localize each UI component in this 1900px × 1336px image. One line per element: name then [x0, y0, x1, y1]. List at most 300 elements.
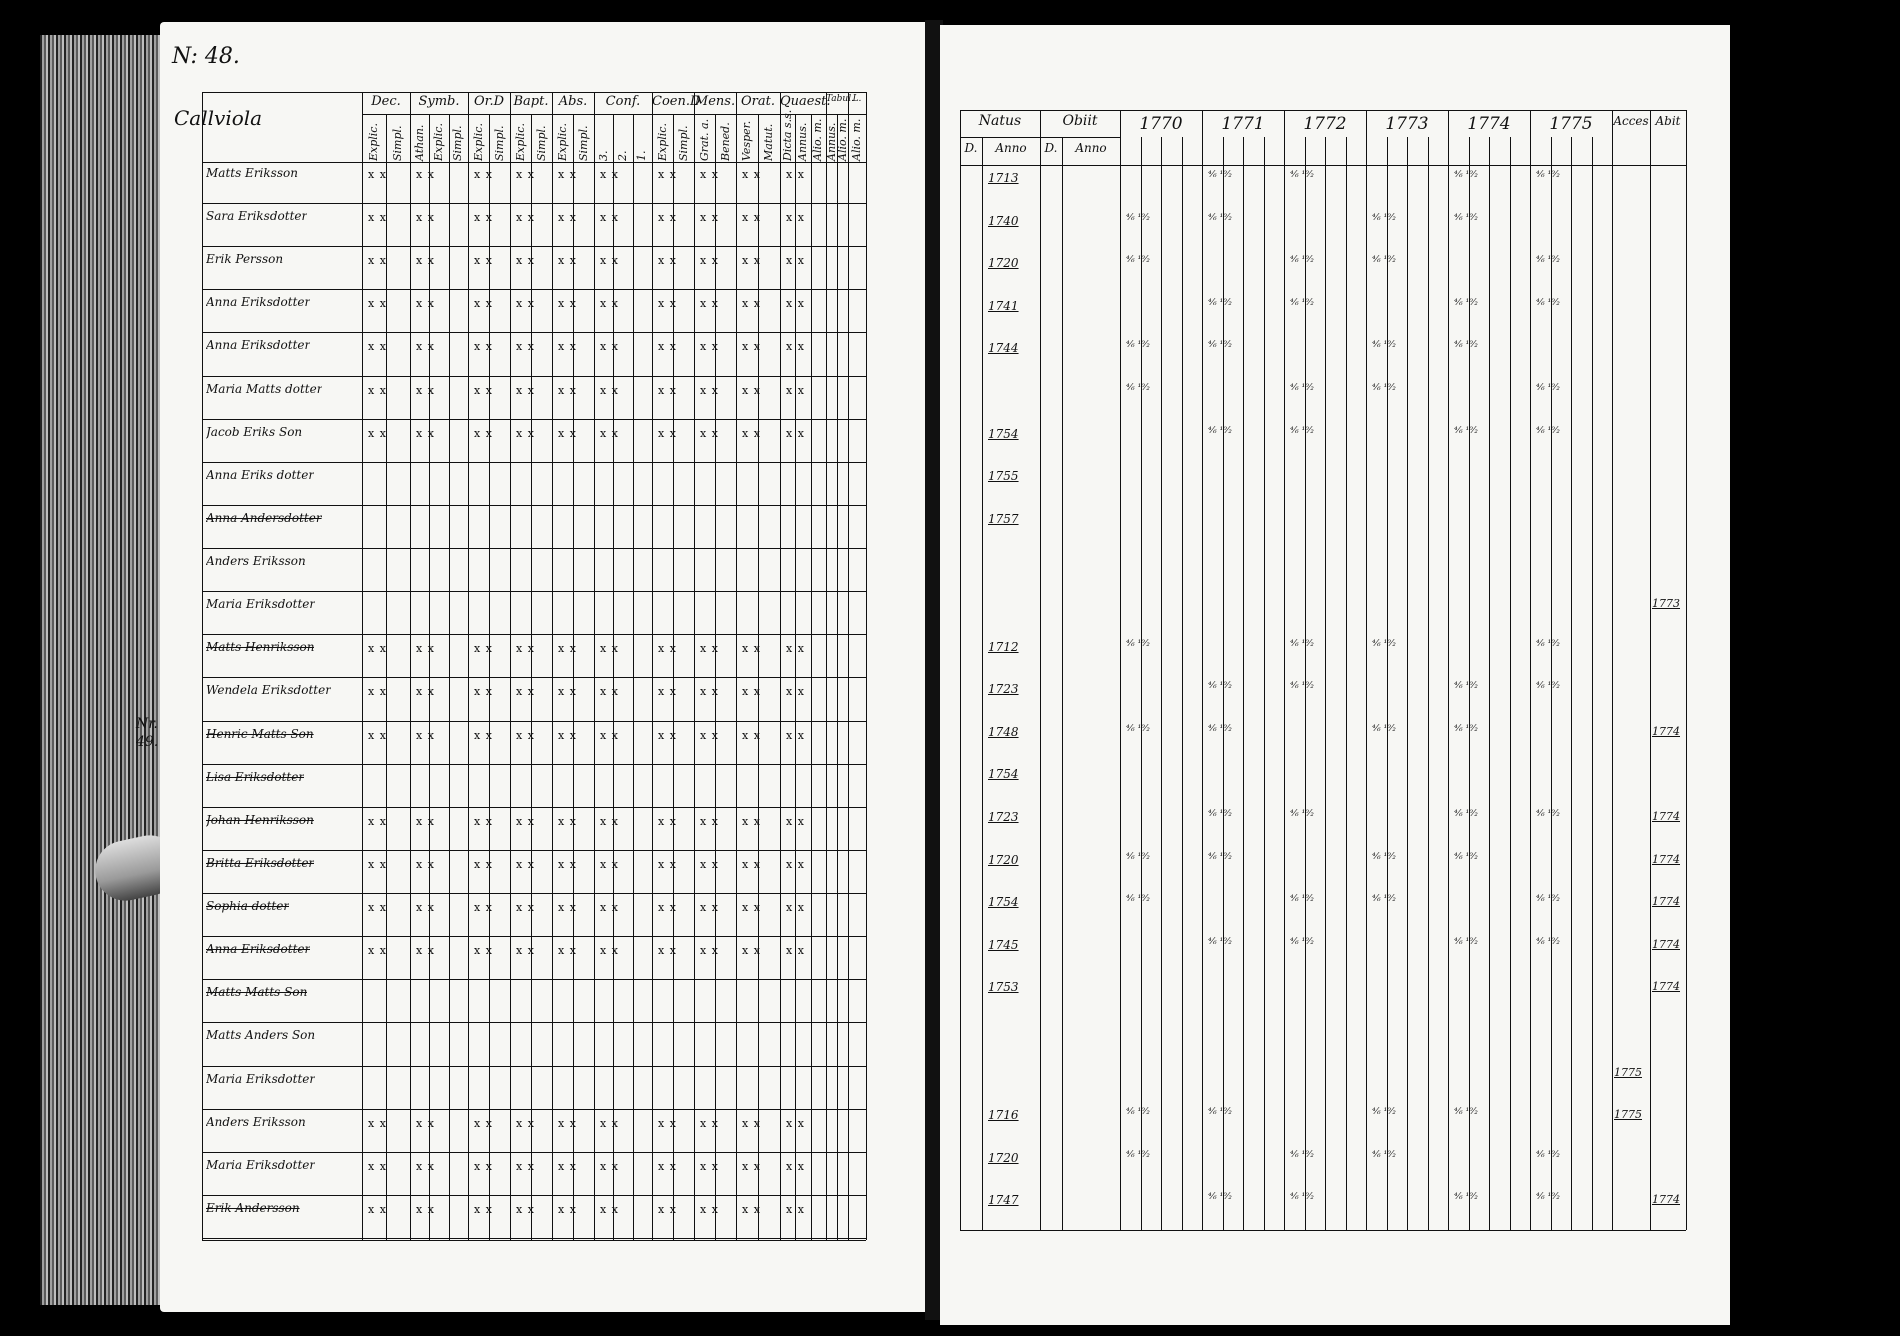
attendance-mark: ⁴⁄₆ ¹⁰⁄₂: [1208, 681, 1232, 692]
exam-mark: x x: [416, 901, 435, 915]
exam-mark: x x: [658, 426, 677, 440]
person-name: Anna Eriksdotter: [206, 338, 311, 353]
column-subheader: Athan.: [412, 124, 426, 161]
exam-mark: x x: [786, 297, 805, 311]
attendance-mark: ⁴⁄₆ ¹⁰⁄₂: [1208, 851, 1232, 862]
exam-mark: x x: [742, 944, 761, 958]
attendance-mark: ⁴⁄₆ ¹⁰⁄₂: [1454, 212, 1478, 223]
exam-mark: x x: [742, 211, 761, 225]
subcolumn-line: [1141, 137, 1142, 1230]
abit-year: 1774: [1652, 852, 1680, 866]
column-header: Dec.: [371, 94, 401, 109]
grid-column-line: [1650, 110, 1651, 1230]
exam-mark: x x: [558, 340, 577, 354]
exam-mark: x x: [742, 254, 761, 268]
exam-mark: x x: [368, 1159, 387, 1173]
subcolumn-line: [1592, 137, 1593, 1230]
exam-mark: x x: [786, 944, 805, 958]
column-header: Coen.D: [652, 94, 701, 109]
exam-mark: x x: [558, 426, 577, 440]
exam-mark: x x: [368, 728, 387, 742]
exam-mark: x x: [700, 168, 719, 181]
attendance-mark: ⁴⁄₆ ¹⁰⁄₂: [1208, 297, 1232, 308]
subcolumn-line: [1325, 137, 1326, 1230]
exam-mark: x x: [368, 211, 387, 225]
attendance-mark: ⁴⁄₆ ¹⁰⁄₂: [1372, 723, 1396, 734]
attendance-mark: ⁴⁄₆ ¹⁰⁄₂: [1536, 425, 1560, 436]
exam-mark: x x: [600, 857, 619, 871]
attendance-mark: ⁴⁄₆ ¹⁰⁄₂: [1372, 851, 1396, 862]
exam-mark: x x: [786, 901, 805, 915]
column-header: Bapt.: [513, 94, 549, 109]
row-line: [202, 1022, 866, 1023]
subcolumn-line: [982, 137, 983, 1230]
column-subheader: Grat. a.: [697, 118, 711, 161]
acces-year: 1775: [1614, 1108, 1642, 1122]
birth-year: 1723: [988, 810, 1019, 824]
person-name: Wendela Eriksdotter: [206, 683, 331, 698]
attendance-mark: ⁴⁄₆ ¹⁰⁄₂: [1126, 638, 1150, 649]
attendance-mark: ⁴⁄₆ ¹⁰⁄₂: [1372, 1107, 1396, 1118]
exam-mark: x x: [416, 728, 435, 742]
year-header: 1773: [1385, 114, 1429, 134]
year-header: 1775: [1549, 114, 1593, 134]
row-line: [202, 376, 866, 377]
grid-column-line: [1040, 110, 1041, 1230]
exam-mark: x x: [742, 168, 761, 181]
attendance-mark: ⁴⁄₆ ¹⁰⁄₂: [1208, 1192, 1232, 1203]
grid-column-line: [1366, 110, 1367, 1230]
attendance-mark: ⁴⁄₆ ¹⁰⁄₂: [1126, 1149, 1150, 1160]
exam-mark: x x: [368, 901, 387, 915]
exam-mark: x x: [516, 944, 535, 958]
attendance-mark: ⁴⁄₆ ¹⁰⁄₂: [1290, 170, 1314, 180]
exam-mark: x x: [742, 426, 761, 440]
grid-top-line: [960, 110, 1686, 111]
grid-column-line: [694, 92, 695, 1240]
obiit-day-header: D.: [1044, 141, 1058, 155]
grid-column-line: [652, 92, 653, 1240]
attendance-mark: ⁴⁄₆ ¹⁰⁄₂: [1536, 681, 1560, 692]
column-subheader: Vesper.: [740, 120, 753, 161]
exam-mark: x x: [516, 168, 535, 181]
exam-mark: x x: [416, 685, 435, 699]
exam-mark: x x: [742, 642, 761, 656]
row-line: [202, 591, 866, 592]
person-name: Erik Persson: [206, 252, 284, 267]
exam-mark: x x: [416, 642, 435, 656]
column-subheader: Simpl.: [576, 125, 590, 161]
exam-mark: x x: [474, 728, 493, 742]
row-line: [202, 1066, 866, 1067]
attendance-mark: ⁴⁄₆ ¹⁰⁄₂: [1536, 297, 1560, 308]
subcolumn-line: [1489, 137, 1490, 1230]
attendance-mark: ⁴⁄₆ ¹⁰⁄₂: [1536, 383, 1560, 393]
exam-mark: x x: [600, 685, 619, 699]
abit-year: 1774: [1652, 724, 1680, 738]
row-line: [202, 548, 866, 549]
exam-mark: x x: [558, 297, 577, 311]
birth-year: 1712: [988, 639, 1019, 654]
abit-year: 1774: [1652, 937, 1680, 951]
natus-header: Natus: [978, 113, 1022, 129]
exam-mark: x x: [742, 297, 761, 311]
column-subheader: Bened.: [718, 122, 732, 161]
exam-mark: x x: [474, 901, 493, 915]
grid-column-line: [1284, 110, 1285, 1230]
exam-mark: x x: [600, 254, 619, 268]
exam-mark: x x: [368, 254, 387, 268]
exam-mark: x x: [558, 685, 577, 699]
abit-year: 1773: [1652, 597, 1680, 610]
abit-year: 1774: [1652, 895, 1680, 909]
exam-mark: x x: [416, 1202, 435, 1216]
person-name: Jacob Eriks Son: [206, 424, 303, 439]
attendance-mark: ⁴⁄₆ ¹⁰⁄₂: [1290, 936, 1314, 947]
exam-mark: x x: [474, 426, 493, 440]
exam-mark: x x: [474, 168, 493, 181]
column-header: Tabul.: [826, 94, 854, 104]
obiit-header: Obiit: [1062, 113, 1098, 129]
exam-mark: x x: [600, 426, 619, 440]
person-name: Matts Henriksson: [206, 640, 315, 655]
column-subheader: Alio. m.: [850, 118, 863, 161]
row-line: [202, 462, 866, 463]
exam-mark: x x: [516, 211, 535, 225]
exam-mark: x x: [600, 340, 619, 354]
column-header: Orat.: [741, 94, 775, 109]
attendance-mark: ⁴⁄₆ ¹⁰⁄₂: [1290, 681, 1314, 692]
subcolumn-line: [1387, 137, 1388, 1230]
exam-mark: x x: [786, 1116, 805, 1130]
birth-year: 1748: [988, 724, 1019, 739]
exam-mark: x x: [786, 1202, 805, 1216]
exam-mark: x x: [786, 728, 805, 742]
subcolumn-line: [1264, 137, 1265, 1230]
exam-mark: x x: [700, 383, 719, 397]
person-name: Henric Matts Son: [206, 726, 314, 741]
row-line: [202, 893, 866, 894]
attendance-mark: ⁴⁄₆ ¹⁰⁄₂: [1536, 1149, 1560, 1160]
abit-header: Abit: [1655, 114, 1681, 128]
left-page: [136, 22, 928, 1312]
exam-mark: x x: [658, 168, 677, 181]
right-page: [940, 25, 1730, 1325]
exam-mark: x x: [700, 901, 719, 915]
row-line: [202, 979, 866, 980]
exam-mark: x x: [558, 168, 577, 181]
person-name: Johan Henriksson: [206, 812, 314, 827]
subcolumn-line: [1182, 137, 1183, 1230]
exam-mark: x x: [416, 1116, 435, 1130]
person-name: Britta Eriksdotter: [206, 855, 315, 870]
attendance-mark: ⁴⁄₆ ¹⁰⁄₂: [1454, 809, 1478, 819]
subcolumn-line: [1062, 137, 1063, 1230]
attendance-mark: ⁴⁄₆ ¹⁰⁄₂: [1454, 170, 1478, 180]
exam-mark: x x: [558, 211, 577, 225]
exam-mark: x x: [558, 944, 577, 958]
exam-mark: x x: [786, 642, 805, 656]
birth-year: 1720: [988, 1150, 1019, 1165]
exam-mark: x x: [700, 211, 719, 225]
row-line: [202, 764, 866, 765]
exam-mark: x x: [416, 340, 435, 354]
birth-year: 1755: [988, 469, 1019, 484]
exam-mark: x x: [558, 642, 577, 656]
exam-mark: x x: [600, 168, 619, 181]
exam-mark: x x: [600, 383, 619, 397]
attendance-mark: ⁴⁄₆ ¹⁰⁄₂: [1536, 936, 1560, 947]
person-name: Maria Eriksdotter: [206, 597, 316, 612]
exam-mark: x x: [700, 297, 719, 311]
exam-mark: x x: [416, 254, 435, 268]
attendance-mark: ⁴⁄₆ ¹⁰⁄₂: [1290, 255, 1314, 266]
attendance-mark: ⁴⁄₆ ¹⁰⁄₂: [1536, 894, 1560, 905]
year-header: 1771: [1221, 114, 1265, 134]
attendance-mark: ⁴⁄₆ ¹⁰⁄₂: [1290, 894, 1314, 905]
attendance-mark: ⁴⁄₆ ¹⁰⁄₂: [1454, 340, 1478, 351]
natus-year-header: Anno: [995, 141, 1027, 155]
margin-note-number: 49.: [136, 734, 159, 750]
exam-mark: x x: [558, 1159, 577, 1173]
birth-year: 1744: [988, 341, 1019, 356]
exam-mark: x x: [368, 297, 387, 311]
exam-mark: x x: [474, 254, 493, 268]
exam-mark: x x: [700, 1159, 719, 1173]
birth-year: 1757: [988, 511, 1019, 526]
exam-mark: x x: [558, 857, 577, 871]
exam-mark: x x: [700, 254, 719, 268]
row-line: [202, 203, 866, 204]
exam-mark: x x: [516, 426, 535, 440]
column-header: Abs.: [558, 94, 588, 109]
grid-column-line: [848, 92, 849, 1240]
exam-mark: x x: [700, 814, 719, 828]
exam-mark: x x: [558, 901, 577, 915]
birth-year: 1720: [988, 256, 1019, 271]
year-header: 1774: [1467, 114, 1511, 134]
exam-mark: x x: [516, 857, 535, 871]
grid-column-line: [1612, 110, 1613, 1230]
attendance-mark: ⁴⁄₆ ¹⁰⁄₂: [1126, 212, 1150, 223]
person-name: Anna Eriks dotter: [206, 467, 315, 482]
exam-mark: x x: [416, 944, 435, 958]
exam-mark: x x: [368, 1202, 387, 1216]
grid-column-line: [202, 92, 203, 1240]
row-line: [202, 332, 866, 333]
exam-mark: x x: [516, 814, 535, 828]
exam-mark: x x: [516, 1116, 535, 1130]
column-subheader: Alio. m.: [835, 118, 849, 161]
row-line: [202, 677, 866, 678]
page-number: N: 48.: [172, 44, 240, 69]
attendance-mark: ⁴⁄₆ ¹⁰⁄₂: [1290, 809, 1314, 819]
exam-mark: x x: [700, 426, 719, 440]
exam-mark: x x: [658, 297, 677, 311]
exam-mark: x x: [600, 728, 619, 742]
exam-mark: x x: [368, 642, 387, 656]
subcolumn-line: [1243, 137, 1244, 1230]
birth-year: 1741: [988, 298, 1019, 313]
exam-mark: x x: [516, 901, 535, 915]
exam-mark: x x: [700, 1116, 719, 1130]
exam-mark: x x: [368, 814, 387, 828]
column-header: Symb.: [418, 94, 460, 109]
attendance-mark: ⁴⁄₆ ¹⁰⁄₂: [1208, 936, 1232, 947]
exam-mark: x x: [786, 383, 805, 397]
column-subheader: Explic.: [655, 123, 669, 161]
column-subheader: Annus.: [796, 122, 809, 161]
exam-mark: x x: [658, 254, 677, 268]
column-subheader: Explic.: [432, 123, 445, 161]
person-name: Lisa Eriksdotter: [206, 769, 305, 784]
attendance-mark: ⁴⁄₆ ¹⁰⁄₂: [1126, 383, 1150, 393]
exam-mark: x x: [368, 1116, 387, 1130]
attendance-mark: ⁴⁄₆ ¹⁰⁄₂: [1290, 297, 1314, 308]
grid-column-line: [866, 92, 867, 1240]
person-name: Maria Matts dotter: [206, 381, 323, 396]
exam-mark: x x: [368, 857, 387, 871]
person-name: Matts Matts Son: [206, 985, 308, 1000]
attendance-mark: ⁴⁄₆ ¹⁰⁄₂: [1372, 383, 1396, 393]
column-subheader: Simpl.: [676, 125, 690, 161]
column-subheader: Alio. m.: [811, 118, 825, 161]
exam-mark: x x: [742, 857, 761, 871]
natus-day-header: D.: [964, 141, 978, 155]
obiit-year-header: Anno: [1075, 141, 1107, 155]
attendance-mark: ⁴⁄₆ ¹⁰⁄₂: [1536, 1192, 1560, 1203]
column-subheader: Simpl.: [534, 125, 548, 161]
exam-mark: x x: [558, 1116, 577, 1130]
exam-mark: x x: [658, 383, 677, 397]
exam-mark: x x: [416, 211, 435, 225]
exam-mark: x x: [600, 814, 619, 828]
row-line: [202, 1152, 866, 1153]
row-line: [202, 419, 866, 420]
book-page-edges: [40, 35, 165, 1305]
attendance-mark: ⁴⁄₆ ¹⁰⁄₂: [1536, 638, 1560, 649]
grid-column-line: [1202, 110, 1203, 1230]
exam-mark: x x: [658, 1159, 677, 1173]
exam-mark: x x: [474, 857, 493, 871]
exam-mark: x x: [416, 426, 435, 440]
grid-column-line: [1120, 110, 1121, 1230]
exam-mark: x x: [700, 1202, 719, 1216]
exam-mark: x x: [700, 642, 719, 656]
row-line: [202, 1195, 866, 1196]
exam-mark: x x: [474, 685, 493, 699]
person-name: Maria Eriksdotter: [206, 1071, 316, 1086]
exam-mark: x x: [600, 211, 619, 225]
column-subheader: Simpl.: [451, 125, 465, 161]
attendance-mark: ⁴⁄₆ ¹⁰⁄₂: [1290, 638, 1314, 649]
exam-mark: x x: [658, 728, 677, 742]
exam-mark: x x: [474, 297, 493, 311]
exam-mark: x x: [368, 168, 387, 181]
column-header: Or.D: [474, 94, 504, 109]
attendance-mark: ⁴⁄₆ ¹⁰⁄₂: [1208, 340, 1232, 351]
column-header: Quaest.: [780, 94, 831, 109]
grid-column-line: [510, 92, 511, 1240]
person-name: Erik Andersson: [206, 1200, 300, 1215]
person-name: Anna Eriksdotter: [206, 942, 311, 957]
exam-mark: x x: [742, 383, 761, 397]
attendance-mark: ⁴⁄₆ ¹⁰⁄₂: [1372, 894, 1396, 905]
attendance-mark: ⁴⁄₆ ¹⁰⁄₂: [1126, 255, 1150, 266]
exam-mark: x x: [742, 685, 761, 699]
header-bottom-line: [202, 162, 866, 163]
attendance-mark: ⁴⁄₆ ¹⁰⁄₂: [1208, 809, 1232, 819]
subcolumn-line: [1346, 137, 1347, 1230]
abit-year: 1774: [1652, 980, 1680, 994]
attendance-mark: ⁴⁄₆ ¹⁰⁄₂: [1536, 255, 1560, 266]
exam-mark: x x: [742, 1159, 761, 1173]
subcolumn-line: [1428, 137, 1429, 1230]
exam-mark: x x: [516, 728, 535, 742]
person-name: Maria Eriksdotter: [206, 1157, 316, 1172]
exam-mark: x x: [600, 901, 619, 915]
exam-mark: x x: [786, 857, 805, 871]
year-header: 1770: [1139, 114, 1183, 134]
person-name: Anders Eriksson: [206, 1114, 306, 1129]
row-line: [202, 807, 866, 808]
birth-year: 1747: [988, 1193, 1019, 1208]
attendance-mark: ⁴⁄₆ ¹⁰⁄₂: [1454, 936, 1478, 947]
grid-column-line: [1686, 110, 1687, 1230]
person-name: Anna Andersdotter: [206, 510, 322, 525]
attendance-mark: ⁴⁄₆ ¹⁰⁄₂: [1536, 170, 1560, 180]
exam-mark: x x: [700, 857, 719, 871]
exam-mark: x x: [700, 340, 719, 354]
exam-mark: x x: [600, 1202, 619, 1216]
row-line: [202, 289, 866, 290]
attendance-mark: ⁴⁄₆ ¹⁰⁄₂: [1126, 851, 1150, 862]
attendance-mark: ⁴⁄₆ ¹⁰⁄₂: [1126, 723, 1150, 734]
row-line: [202, 1109, 866, 1110]
exam-mark: x x: [786, 168, 805, 181]
attendance-mark: ⁴⁄₆ ¹⁰⁄₂: [1290, 1149, 1314, 1160]
exam-mark: x x: [742, 340, 761, 354]
row-line: [202, 505, 866, 506]
grid-column-line: [1530, 110, 1531, 1230]
exam-mark: x x: [658, 857, 677, 871]
exam-mark: x x: [368, 944, 387, 958]
birth-year: 1720: [988, 852, 1019, 867]
subcolumn-line: [1510, 137, 1511, 1230]
exam-mark: x x: [600, 297, 619, 311]
exam-mark: x x: [558, 383, 577, 397]
birth-year: 1753: [988, 980, 1019, 995]
exam-mark: x x: [474, 814, 493, 828]
exam-mark: x x: [516, 297, 535, 311]
row-line: [202, 634, 866, 635]
attendance-mark: ⁴⁄₆ ¹⁰⁄₂: [1290, 1192, 1314, 1203]
attendance-mark: ⁴⁄₆ ¹⁰⁄₂: [1454, 851, 1478, 862]
header-bottom-line: [960, 165, 1686, 166]
exam-mark: x x: [368, 426, 387, 440]
exam-mark: x x: [658, 340, 677, 354]
attendance-mark: ⁴⁄₆ ¹⁰⁄₂: [1126, 340, 1150, 351]
attendance-mark: ⁴⁄₆ ¹⁰⁄₂: [1126, 894, 1150, 905]
attendance-mark: ⁴⁄₆ ¹⁰⁄₂: [1372, 340, 1396, 351]
margin-note-nr: Nr.: [136, 716, 158, 732]
exam-mark: x x: [516, 340, 535, 354]
grid-column-line: [1448, 110, 1449, 1230]
column-subheader: Dicta s.s.: [780, 109, 794, 161]
acces-year: 1775: [1614, 1065, 1642, 1079]
exam-mark: x x: [416, 297, 435, 311]
exam-mark: x x: [742, 814, 761, 828]
